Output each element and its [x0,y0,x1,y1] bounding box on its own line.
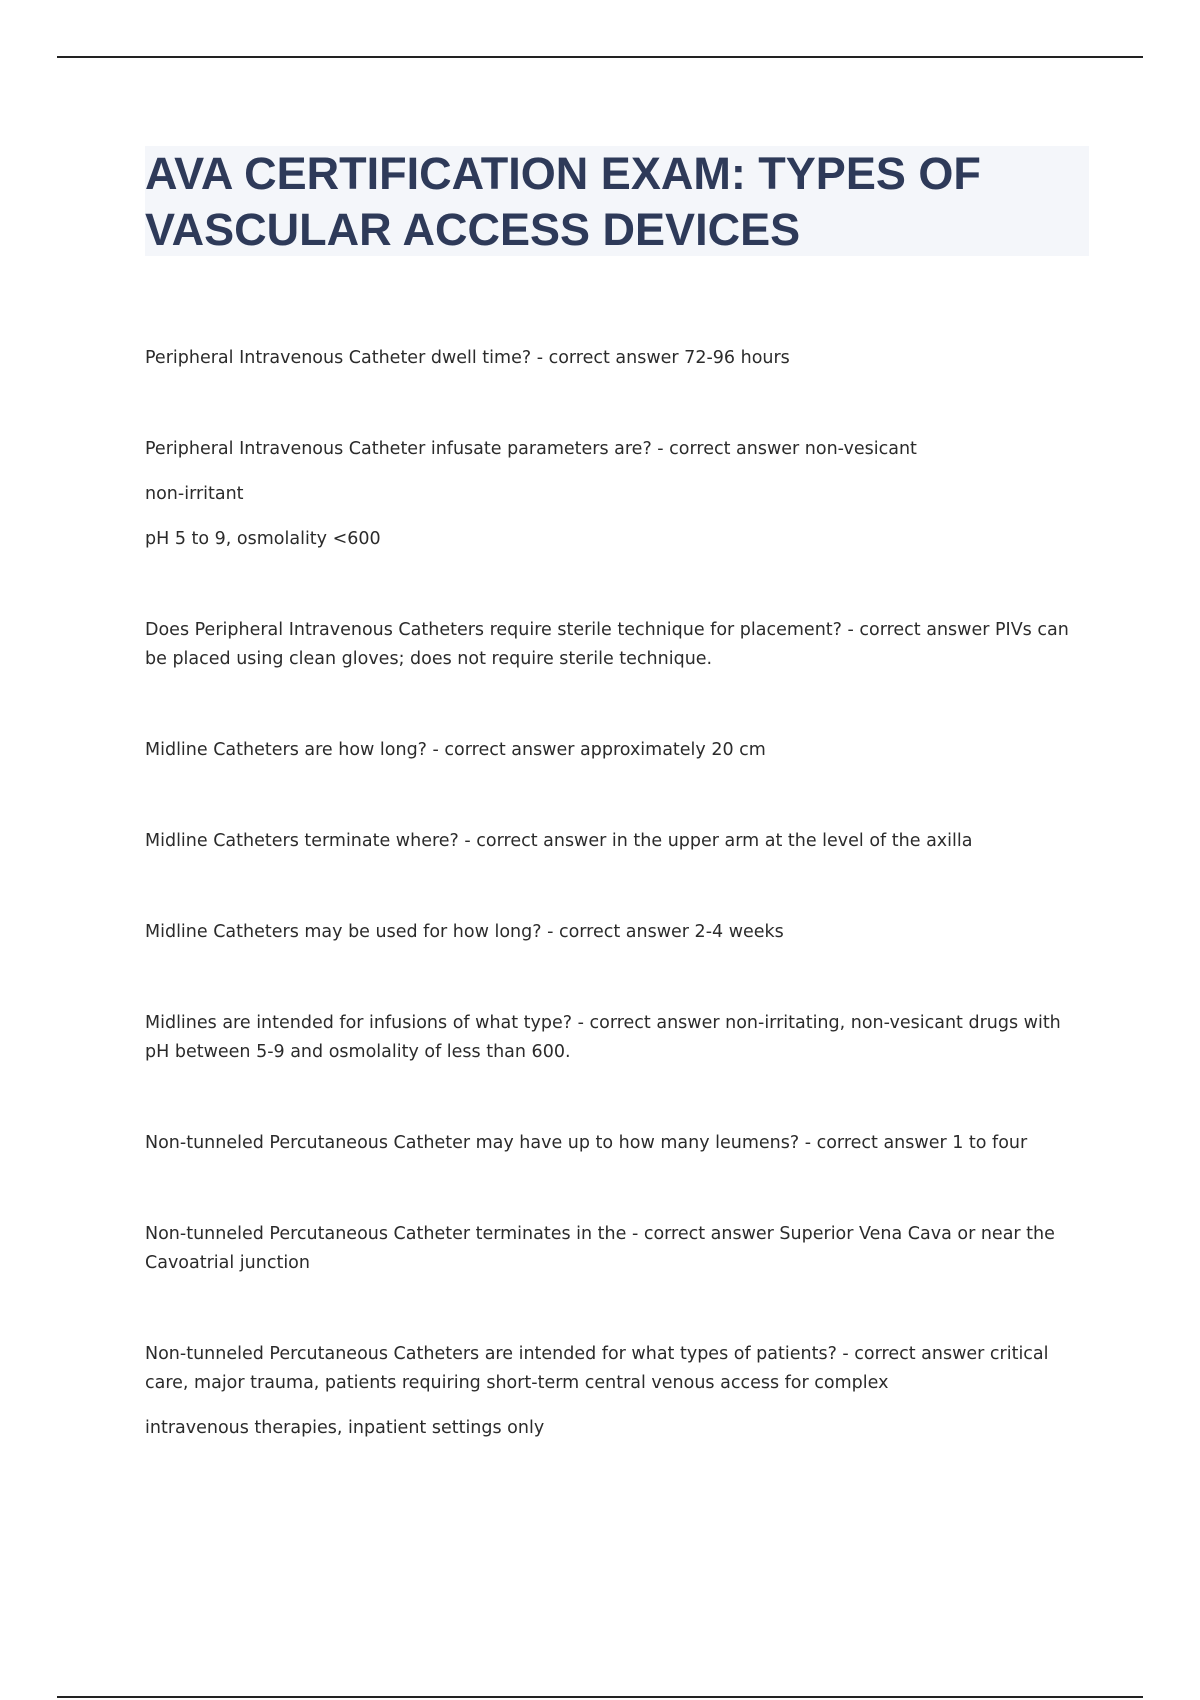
qa-list [145,344,1090,1505]
top-rule [57,56,1143,58]
qa-text: Peripheral Intravenous Catheter infusate parameters are? - correct answer non-vesicant [145,439,917,459]
qa-item [145,1009,1090,1067]
qa-text: Non-tunneled Percutaneous Catheters are intended for what types of patients? - correct answer critical care, major trauma, patients requiring short-term central venous access for complex [145,1344,1049,1393]
qa-item [145,1220,1090,1278]
qa-text: Midline Catheters terminate where? - correct answer in the upper arm at the level of the axilla [145,831,973,851]
page-title: AVA CERTIFICATION EXAM: TYPES OF VASCULAR ACCESS DEVICES [145,148,981,255]
qa-text: Non-tunneled Percutaneous Catheter may have up to how many leumens? - correct answer 1 to four [145,1133,1028,1153]
qa-text: Midlines are intended for infusions of what type? - correct answer non-irritating, non-vesicant drugs with pH between 5-9 and osmolality of less than 600. [145,1013,1061,1062]
qa-item [145,1129,1090,1158]
qa-text: Non-tunneled Percutaneous Catheter terminates in the - correct answer Superior Vena Cava or near the Cavoatrial junction [145,1224,1055,1273]
qa-item [145,435,1090,554]
qa-text: Peripheral Intravenous Catheter dwell time? - correct answer 72-96 hours [145,348,790,368]
qa-item [145,736,1090,765]
title-banner [145,146,1089,256]
qa-item [145,827,1090,856]
qa-text-continued: non-irritant [145,484,244,504]
qa-item [145,344,1090,373]
qa-text: Does Peripheral Intravenous Catheters require sterile technique for placement? - correct answer PIVs can be placed using clean gloves; does not require sterile technique. [145,620,1069,669]
qa-item [145,1340,1090,1443]
bottom-rule [57,1696,1143,1698]
qa-text-continued: pH 5 to 9, osmolality <600 [145,529,381,549]
qa-item [145,918,1090,947]
qa-text-continued: intravenous therapies, inpatient settings only [145,1418,545,1438]
qa-text: Midline Catheters may be used for how long? - correct answer 2-4 weeks [145,922,784,942]
qa-item [145,616,1090,674]
qa-text: Midline Catheters are how long? - correct answer approximately 20 cm [145,740,766,760]
